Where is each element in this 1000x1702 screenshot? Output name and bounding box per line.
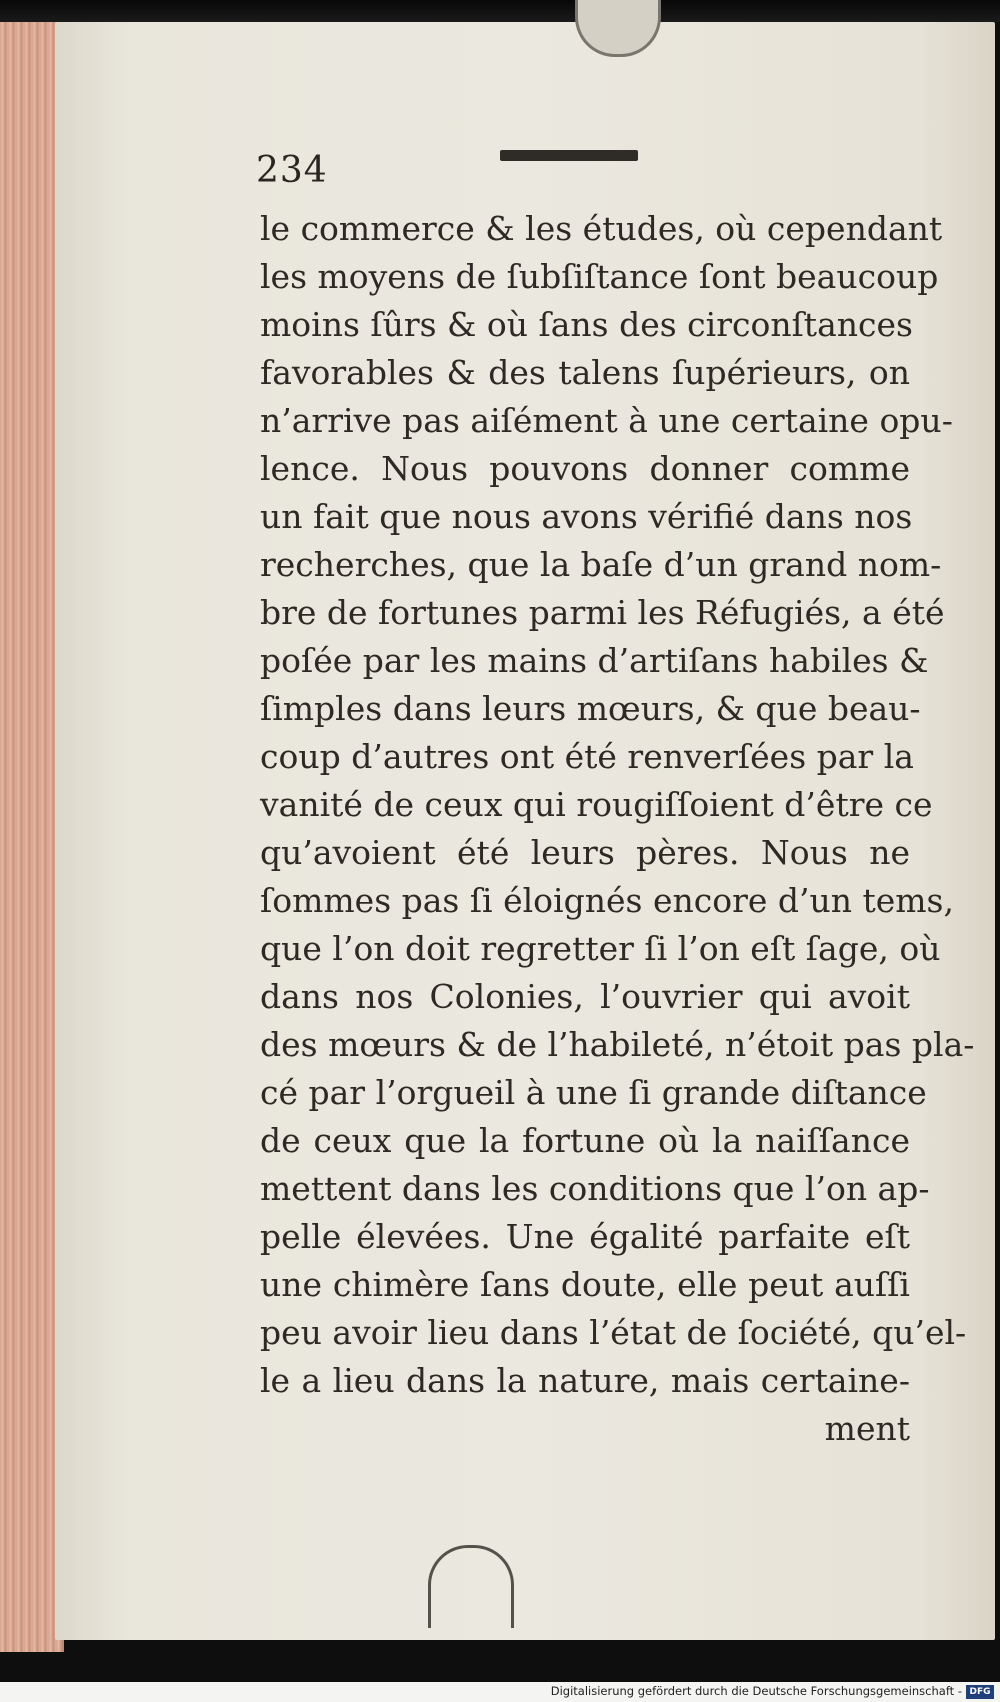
page-number: 234 [256, 150, 328, 191]
page-clip-bottom [428, 1545, 514, 1628]
text-line: coup d’autres ont été renverſées par la [260, 737, 914, 776]
text-line: recherches, que la baſe d’un grand nom- [260, 545, 942, 584]
text-line: peu avoir lieu dans l’état de ſociété, qu’el- [260, 1313, 967, 1352]
text-line: qu’avoient été leurs pères. Nous ne [260, 833, 910, 872]
header-ornament-rule [500, 150, 638, 161]
text-line: cé par l’orgueil à une ſi grande diſtance [260, 1073, 927, 1112]
text-line: que l’on doit regretter ſi l’on eſt ſage, où [260, 929, 941, 968]
text-line: ſimples dans leurs mœurs, & que beau- [260, 689, 921, 728]
text-line: pelle élevées. Une égalité parfaite eſt [260, 1217, 910, 1256]
text-line: ſommes pas ſi éloignés encore d’un tems, [260, 881, 954, 920]
text-line: mettent dans les conditions que l’on ap- [260, 1169, 930, 1208]
text-line: poſée par les mains d’artiſans habiles & [260, 641, 929, 680]
text-line: favorables & des talens ſupérieurs, on [260, 353, 910, 392]
catchword: ment [824, 1409, 910, 1448]
text-line: le commerce & les études, où cependant [260, 209, 943, 248]
text-line: dans nos Colonies, l’ouvrier qui avoit [260, 977, 910, 1016]
text-line: le a lieu dans la nature, mais certaine- [260, 1361, 910, 1400]
text-line: les moyens de ſubſiſtance ſont beaucoup [260, 257, 939, 296]
text-line: lence. Nous pouvons donner comme [260, 449, 910, 488]
text-line: un fait que nous avons vérifié dans nos [260, 497, 913, 536]
dfg-logo: DFG [966, 1685, 994, 1699]
digitization-credit: Digitalisierung gefördert durch die Deutsche Forschungsgemeinschaft - [550, 1684, 962, 1698]
text-line: bre de fortunes parmi les Réfugiés, a été [260, 593, 945, 632]
body-text [260, 205, 975, 1453]
text-line: une chimère ſans doute, elle peut auſſi [260, 1265, 910, 1304]
text-line: de ceux que la fortune où la naiſſance [260, 1121, 910, 1160]
text-line: vanité de ceux qui rougiſſoient d’être ce [260, 785, 933, 824]
top-shadow [0, 0, 1000, 22]
text-line: n’arrive pas aiſément à une certaine opu- [260, 401, 953, 440]
text-line: des mœurs & de l’habileté, n’étoit pas pla- [260, 1025, 975, 1064]
text-line: moins ſûrs & où ſans des circonſtances [260, 305, 913, 344]
